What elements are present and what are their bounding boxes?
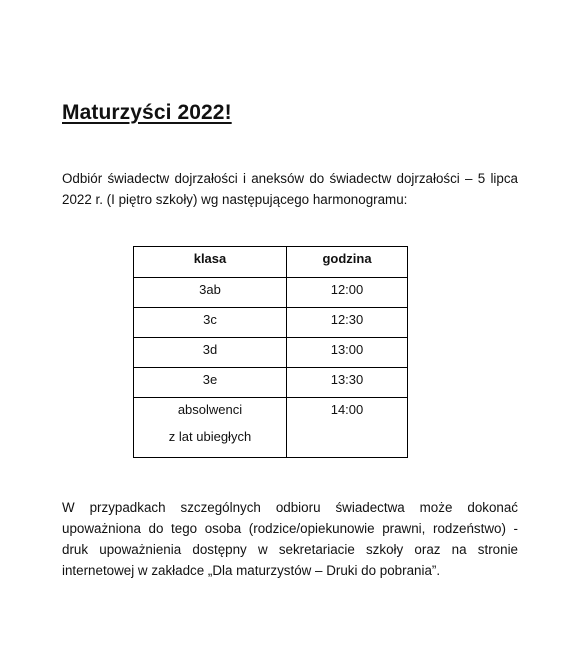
table-row: [134, 338, 408, 368]
cell-klasa: 3e: [134, 368, 287, 398]
cell-klasa: [134, 398, 287, 458]
cell-godzina: 12:30: [287, 308, 408, 338]
cell-klasa: 3d: [134, 338, 287, 368]
table-row: [134, 398, 408, 458]
note-paragraph: W przypadkach szczególnych odbioru świadectwa może dokonać upoważniona do tego osoba (rodzice/opiekunowie prawni, rodzeństwo) - druk upoważnienia dostępny w sekretariacie szkoły oraz na stronie internetowej w zakładce „Dla maturzystów – Druki do pobrania”.: [62, 500, 518, 578]
cell-godzina: 12:00: [287, 278, 408, 308]
cell-godzina: 13:00: [287, 338, 408, 368]
intro-paragraph: Odbiór świadectw dojrzałości i aneksów do świadectw dojrzałości – 5 lipca 2022 r. (I piętro szkoły) wg następującego harmonogramu:: [62, 171, 518, 207]
schedule-table: [133, 246, 408, 458]
header-klasa: klasa: [134, 247, 287, 278]
cell-klasa: 3c: [134, 308, 287, 338]
table-row: [134, 368, 408, 398]
table-row: [134, 308, 408, 338]
cell-godzina: 14:00: [287, 398, 408, 458]
cell-klasa: 3ab: [134, 278, 287, 308]
cell-klasa-line2: z lat ubiegłych: [168, 429, 252, 444]
cell-godzina: 13:30: [287, 368, 408, 398]
table-row: [134, 278, 408, 308]
schedule-table-wrapper: [133, 246, 408, 458]
page-title: Maturzyści 2022!: [62, 101, 232, 124]
header-godzina: godzina: [287, 247, 408, 278]
table-header-row: [134, 247, 408, 278]
cell-klasa-line1: absolwenci: [177, 402, 243, 417]
